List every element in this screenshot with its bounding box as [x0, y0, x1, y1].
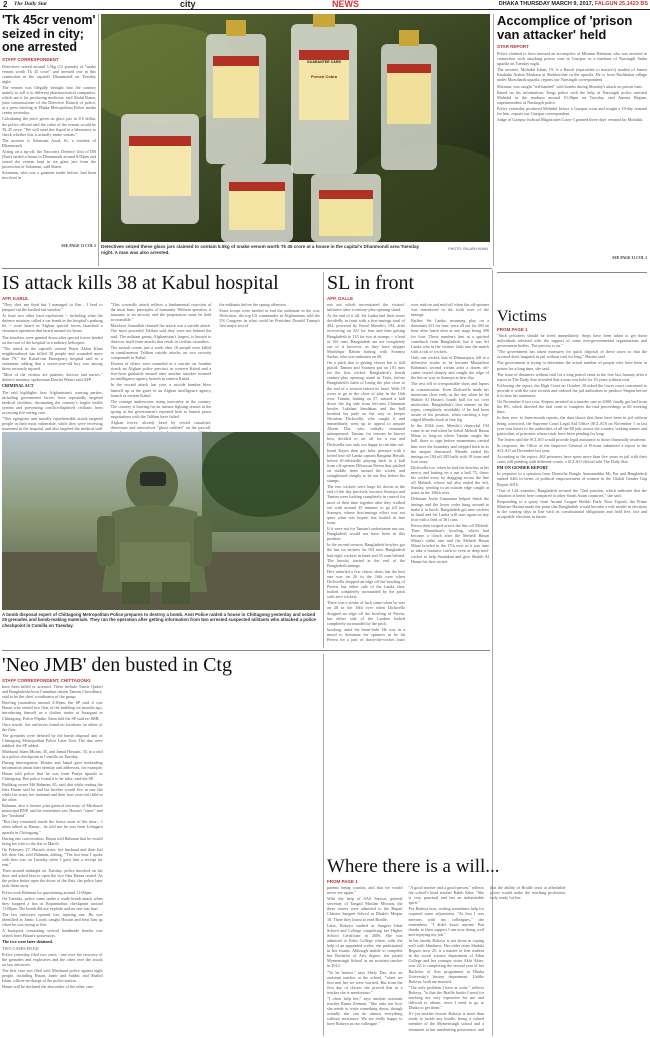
paragraph: The law enforcers opened fire, injuring one. He was identified as Jamir. Locals caught Hosain and beat him up when he was trying to flee.	[2, 911, 103, 928]
bomb-photo	[2, 432, 320, 610]
divider	[98, 14, 99, 266]
paragraph: The carnage underscores rising insecurity in the country. The country is bracing for an intense fighting season in the spring as the government's repeated bids to launch peace negotiations with the Taliban have failed.	[110, 398, 212, 419]
page-number: 2	[3, 0, 8, 9]
jmb-headline: 'Neo JMB' den busted in Ctg	[2, 654, 232, 676]
venom-jars-image	[101, 14, 490, 242]
paragraph: The raid highlights how Afghanistan's warring parties, including government forces, have repeatedly targeted medical facilities, decimating the country's fragile health system and preventing conflict-displaced civilians from accessing life-saving care.	[2, 389, 103, 415]
paragraph: Earlier, Sri Lanka, resuming play on a dominant 321 for four, were all out for 494 an hour after lunch after at one stage being 398 for four. Those numbers hint at a spirited comeback from Bangladesh, but it was Sri Lanka who in the visitors' fault into the match with a raft of wickets.	[411, 318, 489, 354]
paragraph: "The only problem I have at work," reflects Rokeya, "is that the Braille books I need for teaching are very expensive for me and difficult to obtain, since I need to go to Dhaka to get them."	[408, 984, 484, 1011]
section-left: city	[180, 0, 196, 9]
venom-photo-credit: PHOTO: PALASH KHAN	[448, 247, 488, 251]
paragraph: have been killed or arrested. These include Tanvir Qaderi and Bangladeshi-born Canadian citizen Tamim Chowdhury, said to be the chief coordinator of the group.	[2, 684, 103, 700]
paragraph: There was a stroke of luck came when he was on 28 in the 16th over when Dickwella dropped an edge off the bowling of Perera, but either side of the Lankan looked completely surrounded by the pitch.	[327, 600, 405, 626]
section-news: NEWS	[332, 0, 359, 9]
subhead: The two were later detained.	[2, 939, 53, 945]
paragraph: The venom was illegally brought into the country mainly to sell it to different pharmaceutical companies, which use it for producing medicine, said Abdul Baten, joint commissioner of the Detective Branch of police, at a press briefing at Dhaka Metropolitan Police media centre yesterday.	[2, 84, 96, 116]
paragraph: Mizanur, was caught "red-handed" with bombs during Monday's attack on prison vans.	[497, 83, 643, 89]
paragraph: According to the report, 462 prisoners have spent more than five years in jail with their cases still pending with different courts, a SCLAO official told The Daily Star.	[497, 454, 647, 465]
paragraph: Briefing journalists around 3:30pm, the SP said it was Hasan who rented two flats of the building six months ago, introducing himself as a clothes trader at Jorargani in Chittagong. Police Plipthe, Saim told the SP said ex-JMB.	[2, 700, 103, 721]
kabul-body	[2, 302, 320, 452]
paragraph: Police took Bahman for questioning around 11:00pm.	[2, 889, 92, 895]
paragraph: Only one wicket, that of Dhananjaya, fell to a defensive stroke as he became Mustafizur Rahman's second victim after a dozen off-cutter seized sharply and caught the edge of the bat on way to Soumya at first slip.	[411, 354, 489, 381]
paragraph: During one conversation, Hasan told Bahman that he would bring his wife to the flat in March.	[2, 835, 103, 846]
paragraph: "But they remained inside the house most of the time... I often talked to Hasan... he told me he was from Lohagara upazila in Chittagong."	[2, 819, 103, 835]
paragraph: the militants before the spring offensive.	[219, 302, 288, 307]
dateline-bangla: FALGUN 25,1423 BS	[594, 1, 648, 7]
paragraph: In response, the Office of the Inspector General of Prisons submitted a report to the SCLAO on December last year.	[497, 442, 647, 453]
subhead: PM ON GENDER REPORT	[497, 465, 549, 471]
paragraph: At the end of it all, Sri Lanka had their noses decidedly in front with a first-innings total of 494, powered by Kusal Mendis's 194, after recovering on 321 for four and then getting Bangladesh to 133 for two at stumps -- a lead of 361 runs. Bangladesh are not completely out of it however, as they have skipper Mushfiqur Rahim batting with Soumya Sarkar, who was unbeaten on 66.	[327, 313, 405, 359]
jmb-body	[2, 684, 320, 1034]
paragraph: On February 27, Hasan's sister, her husband and their kid left their flat, told Bahman, adding, "The last time I spoke with him was on Tuesday when I gave him a receipt for rent."	[2, 846, 103, 868]
paragraph: Once inside, law enforcers found no locations on either of the flats.	[2, 721, 103, 732]
paragraph: On a pitch that is getting slower but is still placid, Tamim and Soumya put on 101 runs for the first wicket. Bangladesh's fourth century-plus opening stand in Tests, before Bangladesh's habit of losing the plot close to the end of a session reared its head. With 10 overs to go to the close of play in the 16th over, Tamim, batting on 57, missed a ball down the leg side from left-arm Chinaman bowler Lakshan Sandakan and the ball brushed his pads on the way to keeper Niroshan Dickwella, who caught it and immediately went up to appeal to umpire Aleem Dar, who initially remained unimpressed. Tamim, for reasons he knows best, decided to set off for a run and Dickwella was only too happy to run him out.	[327, 360, 405, 447]
bomb-photo-caption: A bomb disposal expert of Chittagong Metropolitan Police prepares to destroy a bomb. Asst Police raided a house in Chittagong yesterday and seized 29 grenades and bomb-making materials. They ran the operation after getting information from two arrested suspected militants who attacked a police checkpoint in Comilla on Tuesday.	[2, 612, 316, 628]
paragraph: Perera then swiped across the line off Mehedi. Then Mustafizur's bowling, which had become a clinch after the Mehedi Hasan Miraz's strike rate and the Mehedi Hasan Miraz bowled in the 17th over so it was time to take a fantastic catch to even at deep mid-wicket to help Sandakan and give Shakib Al Hasan his first wicket.	[411, 522, 489, 564]
paragraph: The grenades were defused by the bomb disposal unit of Chittagong Metropolitan Police Later Unit. The duo were nabbed, the SP added.	[2, 732, 103, 749]
paragraph: The two wickets were huge let downs at the end of the day precisely because Soumya and Tamim were looking completely in control for most of their time together after they walked out with around 45 minutes to go till tea. Soumya, whose first-innings effort was not quite what was hoped, has looked in fine form.	[327, 484, 405, 525]
paragraph: He's unfurled a few classic shots, but the best one was on 26 in the 16th over when Dickwella dropped an edge off the bowling of Perera, but either side of the Lanka shot, looked completely surrounded by the pitch with zero wickets.	[327, 568, 405, 600]
venom-byline: STAFF CORRESPONDENT	[2, 56, 59, 62]
venom-body	[2, 64, 96, 244]
paragraph: In the second session, Bangladesh bowlers got the last six wickets for 103 runs. Bangladesh had eight wickets in hand and 55 runs behind. The knocks started at the end of the Bangladesh innings.	[327, 542, 405, 568]
paragraph: Solaiman, who was a garment trader before, had been involved in	[2, 170, 96, 181]
paragraph: At least two other loud explosions -- including what the defence ministry called a car bomb in the hospital's parking lot -- were heard as Afghan special forces launched a clearance operation that lasted around six hours.	[2, 313, 103, 334]
paragraph: On November 6 last year, Shipon, arrested in a murder case in 2000, finally got bail from the HC, which directed the trial court to complete the trial proceedings in 60 working days.	[497, 399, 647, 415]
venom-story	[2, 14, 96, 266]
will-body	[327, 885, 647, 1033]
venom-headline: 'Tk 45cr venom' seized in city; one arrested	[2, 14, 96, 54]
subhead: CRIMINAL ACT	[2, 383, 34, 389]
paragraph: "This egregious and morally reprehensible attack targeted people in their most vulnerable, while they were receiving treatment in the hospital, and also targeted the medical staff	[2, 415, 103, 432]
dateline	[430, 1, 648, 7]
paragraph: "The attack in the capital's central Wazir Akbar Khan neighbourhood has killed 30 people and wounded more than 70," the Kabul-run Emergency hospital said in a statement, adding that a seven-year-old boy was among those seriously injured.	[2, 345, 103, 372]
divider	[323, 272, 324, 648]
paragraph: The first case was filed with Mirsharai police against eight people, including Hasan, Jamir and Sabbir, and Shahid Islam, officer-in-charge of the police station.	[2, 967, 103, 984]
paragraph: bowling, amid his brain-fade. He was in a mood to dominate the spinners as he hit Perera for a pair of down-the-wicket fours over mid-on and mid-off when the off-spinner was introduced in the sixth over of the innings.	[327, 302, 489, 642]
divider	[497, 272, 647, 273]
paragraph: In response to a question from Deutsche Bangla Anasamabha Ms Pas and Bangladesh ranked 64th in terms of political empowerment of women in the Global Gender Gap Report 2016.	[497, 471, 647, 487]
paragraph: Extra troops were needed to end the stalemate in the war, Nicholson, the top US commander in Afghanistan, told the US Congress in what could be President Donald Trump's first major test of	[219, 308, 320, 329]
paragraph: The arrestee, Mohidul Islam, 19, is a Rawal (equivalent to master's) student of Jamea Emdadia Arabia Madrasa at Shekherchar in the upazila. He is from Rachhakat village under Monohardi upazila, reports our Narsingdi correspondent.	[497, 67, 647, 83]
paragraph: In the 104th over, Mendis's chanceful 194 came to an end when he lofted Mehedi Hasan Miraz to long-on where Tamim caught the ball. there to sign before momentum carried him over the boundary and stepped back in as the umpire dismissed. Mendis ended his innings on 194 off 285 balls with 19 fours and four sixes.	[411, 423, 489, 464]
paragraph: A backpack containing several handmade bombs was seized from Hasan's possession.	[2, 928, 103, 939]
paragraph: Dozens of others were wounded as a suicide car bomber struck an Afghan police precinct in western Kabul and a five-hour gunbattle ensued after another attacker stormed an intelligence agency branch in eastern Kabul.	[110, 361, 212, 382]
paragraph: On Tuesday, police came under a crude bomb attack when they stopped a bus at Rajanmohun checkpoint around 11:00pm. The bomb did not explode and no one was hurt.	[2, 895, 103, 911]
paragraph: "To be honest," says Shely Das, also an assistant teacher at the school, "when we first met her we were worried. But from the first day of classes she proved that as a teacher she is meritorious."	[327, 969, 403, 995]
accomplice-see-more: SEE PAGE 11 COL 1	[612, 256, 647, 260]
paragraph: Hasan will be declared the absconder of the other case.	[2, 984, 95, 990]
paragraph: In the second attack last year, a suicide bomber blew himself up at the gates of an Afghan intelligence agency branch in eastern Kabul.	[110, 382, 212, 398]
paragraph: Detectives seized around 5.5kg (12 pounds) of "snake venom worth Tk 45 crore" and arrested one in this connection in the capital's Dhanmondi on Tuesday night.	[2, 63, 96, 84]
paragraph: Debutant Asela Gunaratne helped finish the innings and the lower order hung around to make it to lunch. Bangladesh got nine wickets in hand and Sri Lanka will start again on day four with a lead of 361 runs.	[411, 496, 489, 522]
jar-label: GUARANTEE CARD	[306, 60, 342, 64]
accomplice-story	[497, 14, 647, 266]
srilanka-source: AFP, GALLE	[327, 296, 354, 301]
paragraph: Based on his information, Tongi police with the help of Narsingdi police arrested Mohidul in the madrasa around 10:30pm on Tuesday, said Amena Begum, superintendent of Narsingdi police.	[497, 89, 647, 105]
paragraph: It's yet another lesson: Rokeya is more than ready to tackle any hurdle, being a valued member of the Mymensingh school and a testament to her unrelenting persistence, and that the ability of Braille texts at affordable prices would make the teaching profession truly ready for her.	[408, 885, 566, 1032]
jar-label-sub: French Cobra	[310, 74, 337, 79]
srilanka-story	[327, 272, 489, 648]
will-story	[327, 856, 647, 1036]
paragraph: Responding to a query from Awami League Sheikh Fazle Noor Taposh, the Prime Minister Hasina made the point that Bangladesh would become a role model in elections in the coming days in line with its constitutional obligations and field free, fair and acceptable elections in future.	[497, 498, 647, 520]
divider	[323, 654, 324, 1036]
paragraph: In her family Rokeya is not alone in coping well with blindness. Her older sister Shakila Begum, now 25, is a master of fine student in the social science department of Eden College and her younger sister Akhi Akter, now 22, is completing the second year of her Bachelor of Arts programme at Dhaka University's history department. Unlike Rokeya, both are married.	[408, 937, 484, 984]
paragraph: In their two- to three-month reports, the data shows that these have been in jail without being convicted, the Supreme Court Legal Aid Office (SCLAO) on November 1 in last year sent letters to the authorities of all the 68 jails across the country, seeking names and particulars of prisoners whose trials have been pending for long.	[497, 415, 647, 436]
paper-name: The Daily Star	[14, 1, 48, 7]
paragraph: Mawlawi Sanaullah claimed the attack was a suicide attack. The most powerful Taliban said they were not behind the raid. The militant group, Afghanistan's largest, is known to disavow itself from attacks that result in civilian casualties.	[110, 323, 212, 344]
paragraph: Dickwella too, when he had the bowlers at his mercy and batting on a run a ball 75, threw his wicket away by dragging across the line off Mehedi, whose tail also ended the left, Sunday, sending in an outside edge caught at point in the 106th over.	[411, 464, 489, 496]
dateline-date: DHAKA THURSDAY MARCH 9, 2017,	[498, 1, 595, 7]
bomb-disposal-image	[2, 432, 320, 610]
will-source: FROM PAGE 1	[327, 879, 358, 884]
paragraph: Police claimed to have arrested an accomplice of Mizanur Rahman, who was arrested in connection with attacking prison vans in Gazipur, in a madrasa of Narsingdi Sadar upazila on Tuesday night.	[497, 51, 647, 67]
paragraph: Police yesterday produced Mohidul before a Gazipur court and sought a 10-day remand for him, reports our Gazipur correspondent.	[497, 105, 647, 117]
paragraph: Then around midnight on Tuesday, police knocked on his door and asked him to open the two flats Hasan rented. As the police broke open the doors of the flats, the police later took them away.	[2, 868, 103, 889]
paragraph: The assault comes just a week after 16 people were killed in simultaneous Taliban suicide attacks on two security compounds in Kabul.	[110, 344, 212, 360]
victims-source: FROM PAGE 1	[497, 327, 528, 332]
paragraph: "Most of the victims are patients, doctors and nurses," defence ministry spokesman Dawlat Waziri said AFP.	[2, 372, 103, 383]
kabul-headline: IS attack kills 38 at Kabul hospital	[2, 272, 279, 294]
accomplice-byline: STAR REPORT	[497, 44, 529, 49]
paragraph: With the help of SAS Sarwat, general secretary of Tangail Muslim Mission, the three sisters were admitted to the Bupati Chhotoi Sangeet School in Dhaka's Mirpur 10. There they learnt to read Braille.	[327, 896, 403, 922]
paragraph: The letters said the SCLAO would provide legal assistance to those financially insolvent.	[497, 436, 647, 442]
paragraph: run out which necessitated the visitors' initiative after a century-plus opening stand.	[327, 302, 405, 313]
paragraph: Bahman, also a former joint general secretary of Mirsharai municipal BNP, said he sometimes saw Hasan's "sister" and her "husband".	[2, 803, 103, 819]
paragraph: The rest fell to irresponsible shots and lapses in concentration. Even Dickwella made his intentions clear early as the day when he hit Shakib Al Hasan's fourth ball for six over midwicket. Bangladesh's first seamer on the ropes, completely avoidably if he had been aware of his position, when catching a top-edged Mendis hook at fine leg.	[411, 381, 489, 423]
paragraph: The government is trying to determine the actual number of people who have been in prison for a long time, she said.	[497, 360, 647, 371]
paragraph: parents being cousins, and that we would never see again."	[327, 885, 403, 896]
accomplice-body	[497, 51, 647, 256]
paragraph: "A good teacher and a good person," reflects the school's head teacher Rakib Saha. "She is very punctual and has an indomitable spirit."	[408, 885, 484, 906]
jmb-source: STAFF CORRESPONDENT, CHITTAGONG	[2, 678, 91, 683]
srilanka-headline: SL in front	[327, 272, 415, 294]
paragraph: "I often help her," says another assistant teacher Ruma Zerman. "She asks me how she needs to write something down, though actually she can do almost everything without assistance. We are really happy to have Rokeya as our colleague."	[327, 995, 403, 1027]
accomplice-headline: Accomplice of 'prison van attacker' held	[497, 14, 633, 42]
paragraph: For Rokeya now, writing sometimes help for required some adjustment. "At first I was nervous with my colleagues," she remembers. "I didn't know anyone. But thanks to their support I am now doing well and enjoying my job."	[408, 906, 484, 937]
srilanka-body	[327, 302, 489, 647]
paragraph: "They shot me fired but I managed to flee... I lead to jumped out the hashed out window."	[2, 302, 103, 313]
paragraph: Police yesterday filed two cases - one over the recovery of the grenades and explosives and the other over the attack on law enforcers.	[2, 951, 103, 967]
venom-see-more: SEE PAGE 11 COL 5	[61, 243, 96, 248]
paragraph: The issue of detainees without trial for a long period came to the fore last January after a report in The Daily Star revealed that a man was held for 16 years without trial.	[497, 371, 647, 382]
paragraph: Following the report, the High Court on October 30 asked the lower court concerned to provide it with the case records and ordered the jail authorities to produce Shipon before it to hear his statement.	[497, 382, 647, 399]
venom-photo-caption: Detectives seized these glass jars claimed to contain 5.5kg of snake venom worth Tk 45 crore at a house in the capital's Dhanmondi area Tuesday night. A man was also arrested.	[101, 244, 420, 255]
paragraph: Judge of Gazipur Judicial Magistrates Court-3 granted three days' remand for Mohidul.	[497, 117, 644, 123]
paragraph: Imrul Kayes then got false pressure with a lofted four off Lanka captain Rangana Herath, before ill-advisedly playing back to a ball from off-spinner Dilruwan Perera that pitched on middle from around the wicket and straightened sharply to be out lbw before his stumps.	[327, 447, 405, 484]
victims-headline: Victims	[497, 308, 547, 325]
paragraph: "The government has taken measures for quick disposal of these cases so that the accused don't languish in jail without trial for long," Hasina said.	[497, 349, 647, 360]
paragraph: "This cowardly attack reflects a fundamental rejection of the most basic principles of humanity. Without question, it amounts to an atrocity and the perpetrators must be held accountable."	[110, 302, 212, 323]
kabul-source: AFP, KABUL	[2, 296, 29, 301]
paragraph: The attackers were gunned down after special forces landed on the roof of the hospital in a military helicopter.	[2, 334, 103, 345]
masthead-bar	[0, 0, 650, 10]
paragraph: TWO CASES FILED	[2, 945, 39, 951]
divider	[2, 268, 492, 269]
paragraph: If it were not for Tamim's unfortunate run out, Bangladesh would not have been in this position.	[327, 526, 405, 542]
paragraph: Mahfuzul Islam Moina, 45, and Jamal Hossain, 35, in a raid in a police checkpoint in Comilla on Tuesday.	[2, 749, 103, 760]
divider	[493, 14, 494, 266]
will-headline: Where there is a will...	[327, 856, 500, 877]
paragraph: Building owner Md Bahman, 65, said that while renting the flats Hasan said he and his brother would live in one flat while his sister, her husband and their four-year-old child in the other.	[2, 781, 103, 802]
paragraph: "Such prisoners should be freed immediately. Steps have been taken to get those individuals released with the support of some non-governmental organisations and government bodies. The process is on."	[497, 333, 647, 349]
paragraph: "Out of 144 countries, Bangladesh secured the 72nd position, which indicates that the situation is better here compared to other South Asian countries," she said.	[497, 487, 647, 498]
paragraph: The arrestee is Solaiman Azad, 61, a resident of Dhanmondi.	[2, 137, 96, 148]
paragraph: Calculating the price given on glass jars in US dollar, the police official said the value of the venom would be Tk 45 crore. "We will send this liquid to a laboratory to check whether this is actually snake venom."	[2, 116, 96, 137]
paragraph: Acting on a tip-off, the Narcotics Defence Unit of DB (East) raided a house in Dhanmondi around 8:00pm and seized the venom kept in six glass jars from the possession of Solaiman, said Baten.	[2, 149, 96, 170]
paragraph: During interrogation, Hosain and Jamal gave misleading information about their identity and addresses, for example, Hasan told police that he was from Patiya upazila in Chittagong. But police found it to be false, said the SP.	[2, 760, 103, 781]
venom-photo	[101, 14, 490, 242]
jmb-story	[2, 654, 320, 1036]
paragraph: Afghan forces, already beset by record casualties, desertions and unresolved "ghost soldiers" on the payroll,	[110, 420, 212, 431]
divider	[2, 650, 490, 651]
paragraph: Later, Rokeya studied at Sangeet Ideal School and College completing her Higher School Certificate in 2006. She was admitted to Eden College where, with the help of an appointed scribe, she participated in her exams. Although unable to complete her Bachelor of Arts degree, she joined Mymensingh School as an assistant teacher in 2012.	[327, 922, 403, 969]
